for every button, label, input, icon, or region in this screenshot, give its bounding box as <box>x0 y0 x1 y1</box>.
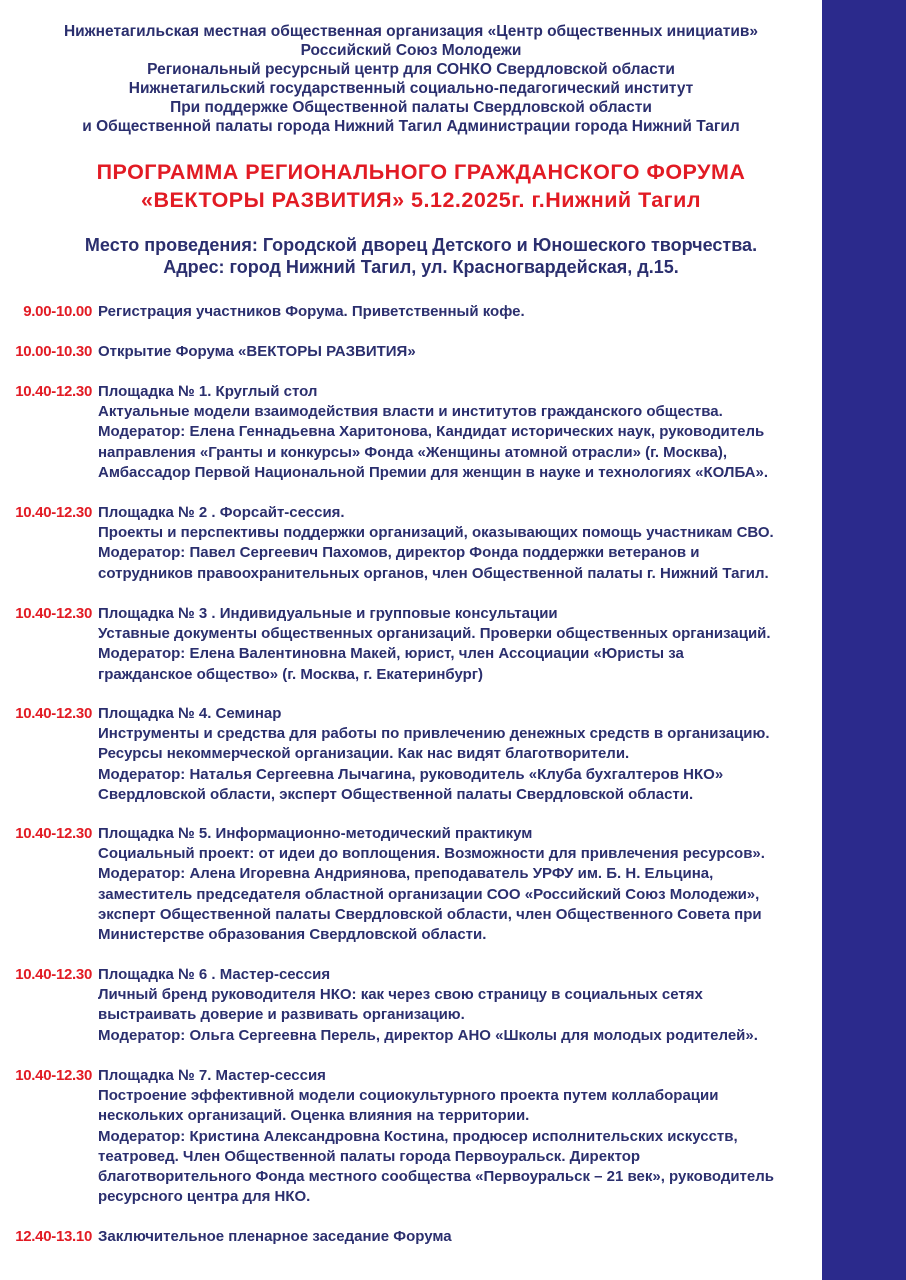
description-line: ресурсного центра для НКО. <box>98 1188 311 1206</box>
schedule-description <box>98 604 818 685</box>
schedule-time: 10.40-12.30 <box>15 825 92 842</box>
venue-line: Место проведения: Городской дворец Детского и Юношеского творчества. <box>84 235 758 255</box>
description-line: благотворительного Фонда местного сообщества «Первоуральск – 21 век», руководитель <box>98 1168 774 1186</box>
description-line: сотрудников правоохранительных органов, член Общественной палаты г. Нижний Тагил. <box>98 564 769 582</box>
schedule-description <box>98 965 818 1046</box>
organizers-header <box>0 22 822 136</box>
description-line: эксперт Общественной палаты Свердловской области, член Общественного Совета при <box>98 905 762 923</box>
schedule-time: 10.40-12.30 <box>15 504 92 521</box>
description-line: Социальный проект: от идеи до воплощения. Возможности для привлечения ресурсов». <box>98 845 765 863</box>
description-line: Открытие Форума «ВЕКТОРЫ РАЗВИТИЯ» <box>98 343 416 360</box>
description-line: Заключительное пленарное заседание Форума <box>98 1228 452 1245</box>
schedule-time: 10.40-12.30 <box>15 605 92 622</box>
title-line: ПРОГРАММА РЕГИОНАЛЬНОГО ГРАЖДАНСКОГО ФОРУМА <box>96 160 746 184</box>
description-line: Уставные документы общественных организаций. Проверки общественных организаций. <box>98 625 771 643</box>
description-line: Площадка № 7. Мастер-сессия <box>98 1067 326 1084</box>
schedule-description <box>98 1066 818 1207</box>
description-line: Площадка № 5. Информационно-методический практикум <box>98 825 533 842</box>
description-line: заместитель председателя областной организации СОО «Российский Союз Молодежи», <box>98 885 760 903</box>
organizer-line: Российский Союз Молодежи <box>300 42 522 59</box>
description-line: Проекты и перспективы поддержки организаций, оказывающих помощь участникам СВО. <box>98 524 774 542</box>
schedule-description <box>98 1227 818 1247</box>
description-line: Министерстве образования Свердловской области. <box>98 926 487 944</box>
organizer-line: Нижнетагильский государственный социально-педагогический институт <box>128 80 694 97</box>
description-line: гражданское общество» (г. Москва, г. Екатеринбург) <box>98 665 484 683</box>
description-line: театровед. Член Общественной палаты города Первоуральск. Директор <box>98 1147 641 1165</box>
schedule-description <box>98 503 818 584</box>
organizer-line: При поддержке Общественной палаты Свердловской области <box>170 99 652 116</box>
schedule-time: 10.00-10.30 <box>15 343 92 360</box>
title-line: «ВЕКТОРЫ РАЗВИТИЯ» 5.12.2025г. г.Нижний Тагил <box>141 188 701 212</box>
schedule-description <box>98 342 818 362</box>
schedule-description <box>98 382 818 483</box>
description-line: Модератор: Кристина Александровна Костина, продюсер исполнительских искусств, <box>98 1127 738 1145</box>
organizer-line: Нижнетагильская местная общественная организация «Центр общественных инициатив» <box>63 23 759 40</box>
schedule-time: 12.40-13.10 <box>15 1228 92 1245</box>
description-line: Личный бренд руководителя НКО: как через свою страницу в социальных сетях <box>98 986 703 1004</box>
venue-info <box>0 234 842 278</box>
description-line: Модератор: Павел Сергеевич Пахомов, директор Фонда поддержки ветеранов и <box>98 544 700 562</box>
description-line: Инструменты и средства для работы по привлечению денежных средств в организацию. <box>98 725 770 743</box>
schedule-time: 9.00-10.00 <box>23 303 92 320</box>
program-title <box>0 158 842 214</box>
description-line: Площадка № 1. Круглый стол <box>98 383 318 400</box>
description-line: Площадка № 6 . Мастер-сессия <box>98 966 331 983</box>
description-line: Построение эффективной модели социокультурного проекта путем коллаборации <box>98 1087 719 1105</box>
schedule-description <box>98 302 818 322</box>
schedule-time: 10.40-12.30 <box>15 383 92 400</box>
description-line: Площадка № 4. Семинар <box>98 705 282 722</box>
description-line: Ресурсы некоммерческой организации. Как нас видят благотворители. <box>98 745 630 763</box>
schedule-time: 10.40-12.30 <box>15 705 92 722</box>
description-line: направления «Гранты и конкурсы» Фонда «Женщины атомной отрасли» (г. Москва), <box>98 443 728 461</box>
description-line: Свердловской области, эксперт Общественной палаты Свердловской области. <box>98 785 694 803</box>
description-line: Площадка № 2 . Форсайт-сессия. <box>98 504 345 521</box>
schedule-description <box>98 704 818 805</box>
description-line: нескольких организаций. Оценка влияния на территории. <box>98 1107 530 1125</box>
description-line: Модератор: Елена Геннадьевна Харитонова, Кандидат исторических наук, руководитель <box>98 423 765 441</box>
description-line: Модератор: Наталья Сергеевна Лычагина, руководитель «Клуба бухгалтеров НКО» <box>98 765 724 783</box>
schedule-time: 10.40-12.30 <box>15 1067 92 1084</box>
description-line: Регистрация участников Форума. Приветственный кофе. <box>98 303 525 320</box>
schedule-time: 10.40-12.30 <box>15 966 92 983</box>
description-line: Модератор: Елена Валентиновна Макей, юрист, член Ассоциации «Юристы за <box>98 645 684 663</box>
description-line: Модератор: Алена Игоревна Андриянова, преподаватель УРФУ им. Б. Н. Ельцина, <box>98 865 714 883</box>
description-line: Амбассадор Первой Национальной Премии для женщин в науке и технологиях «КОЛБА». <box>98 463 768 481</box>
address-line: Адрес: город Нижний Тагил, ул. Красногвардейская, д.15. <box>163 257 679 277</box>
organizer-line: Региональный ресурсный центр для СОНКО Свердловской области <box>147 61 675 78</box>
description-line: Площадка № 3 . Индивидуальные и групповые консультации <box>98 605 558 622</box>
description-line: выстраивать доверие и развивать организацию. <box>98 1006 465 1024</box>
description-line: Актуальные модели взаимодействия власти и институтов гражданского общества. <box>98 403 723 421</box>
schedule-description <box>98 824 818 945</box>
organizer-line: и Общественной палаты города Нижний Тагил Администрации города Нижний Тагил <box>82 118 740 135</box>
description-line: Модератор: Ольга Сергеевна Перель, директор АНО «Школы для молодых родителей». <box>98 1026 758 1044</box>
